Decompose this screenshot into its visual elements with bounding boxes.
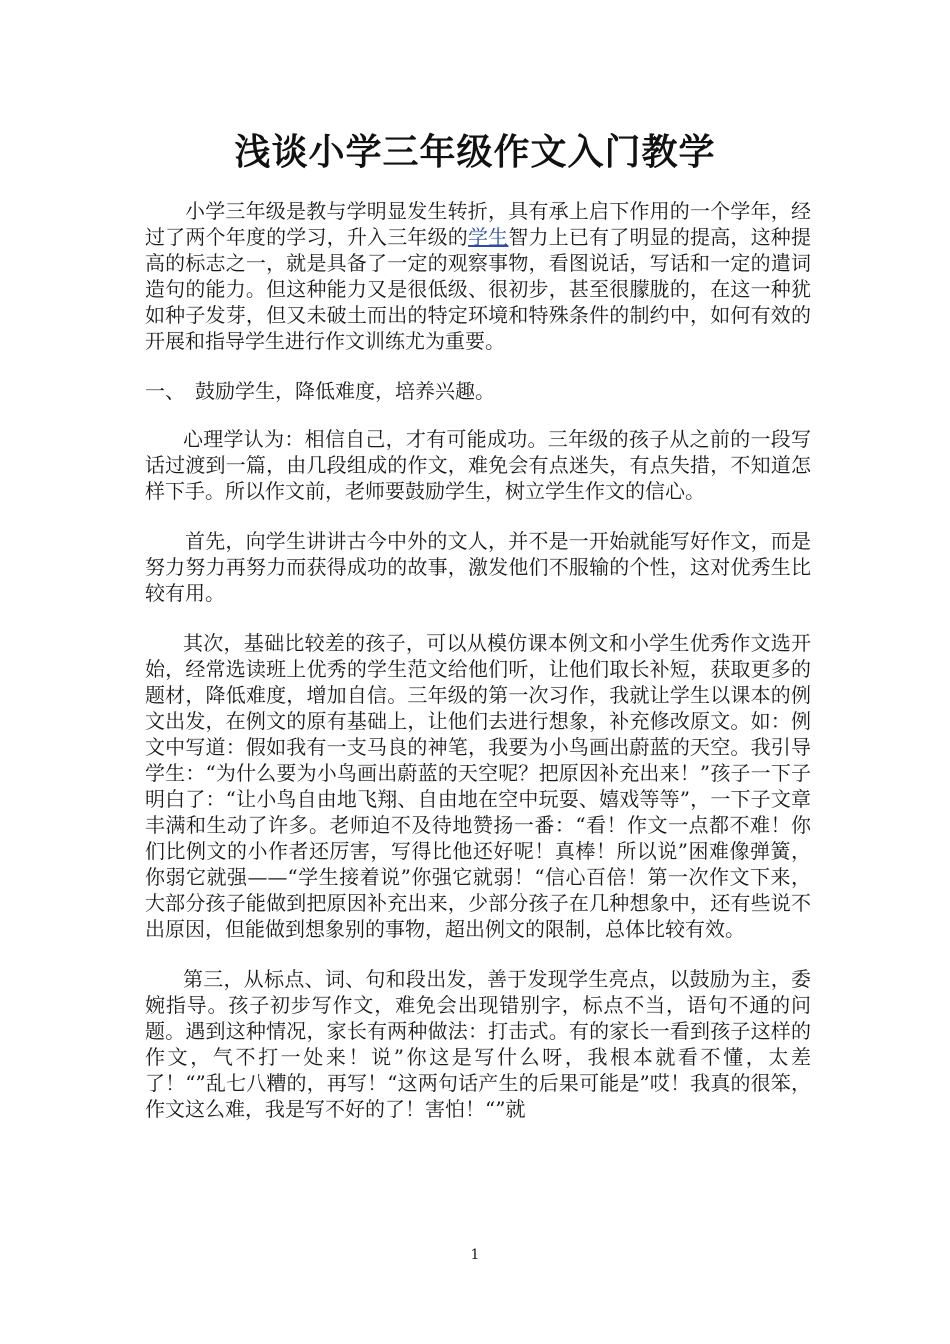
section-heading-1: 一、 鼓励学生，降低难度，培养兴趣。 [145, 379, 495, 403]
paragraph-intro [145, 198, 811, 354]
paragraph-second: 其次，基础比较差的孩子，可以从模仿课本例文和小学生优秀作文选开始，经常选读班上优秀的学生范文给他们听，让他们取长补短，获取更多的题材，降低难度，增加自信。三年级的第一次习作，我就让学生以课本的例文出发，在例文的原有基础上，让他们去进行想象，补充修改原文。如：例文中写道：假如我有一支马良的神笔，我要为小鸟画出蔚蓝的天空。我引导学生：“为什么要为小鸟画出蔚蓝的天空呢？把原因补充出来！”孩子一下子明白了：“让小鸟自由地飞翔、自由地在空中玩耍、嬉戏等等”，一下子文章丰满和生动了许多。老师迫不及待地赞扬一番：“看！作文一点都不难！你们比例文的小作者还厉害，写得比他还好呢！真棒！所以说”困难像弹簧，你弱它就强——“学生接着说”你强它就弱！“信心百倍！第一次作文下来，大部分孩子能做到把原因补充出来，少部分孩子在几种想象中，还有些说不出原因，但能做到想象别的事物，超出例文的限制，总体比较有效。 [145, 631, 811, 941]
page-number: 1 [470, 1247, 480, 1263]
paragraph-psychology: 心理学认为：相信自己，才有可能成功。三年级的孩子从之前的一段写话过渡到一篇，由几段组成的作文，难免会有点迷失，有点失措，不知道怎样下手。所以作文前，老师要鼓励学生，树立学生作文的信心。 [145, 427, 811, 503]
paragraph-intro-text-end: 智力上已有了明显的提高，这种提高的标志之一，就是具备了一定的观察事物，看图说话，写话和一定的遣词造句的能力。但这种能力又是很低级、很初步，甚至很朦胧的，在这一种犹如种子发芽，但又未破土而出的特定环境和特殊条件的制约中，如何有效的开展和指导学生进行作文训练尤为重要。 [145, 225, 811, 353]
paragraph-first: 首先，向学生讲讲古今中外的文人，并不是一开始就能写好作文，而是努力努力再努力而获得成功的故事，激发他们不服输的个性，这对优秀生比较有用。 [145, 529, 811, 605]
document-title: 浅谈小学三年级作文入门教学 [234, 131, 716, 173]
paragraph-third: 第三，从标点、词、句和段出发，善于发现学生亮点，以鼓励为主，委婉指导。孩子初步写作文，难免会出现错别字，标点不当，语句不通的问题。遇到这种情况，家长有两种做法：打击式。有的家长一看到孩子这样的作文，气不打一处来！说”你这是写什么呀，我根本就看不懂，太差了！“”乱七八糟的，再写！“这两句话产生的后果可能是”哎！我真的很笨，作文这么难，我是写不好的了！害怕！“”就 [145, 967, 811, 1121]
students-link[interactable]: 学生 [468, 225, 509, 249]
paragraph-intro-text-start: 小学三年级是教与学明显发生转折，具有承上启下作用的一个学年，经过了两个年度的学习，升入三年级的 [145, 199, 811, 249]
document-body [145, 198, 811, 1146]
